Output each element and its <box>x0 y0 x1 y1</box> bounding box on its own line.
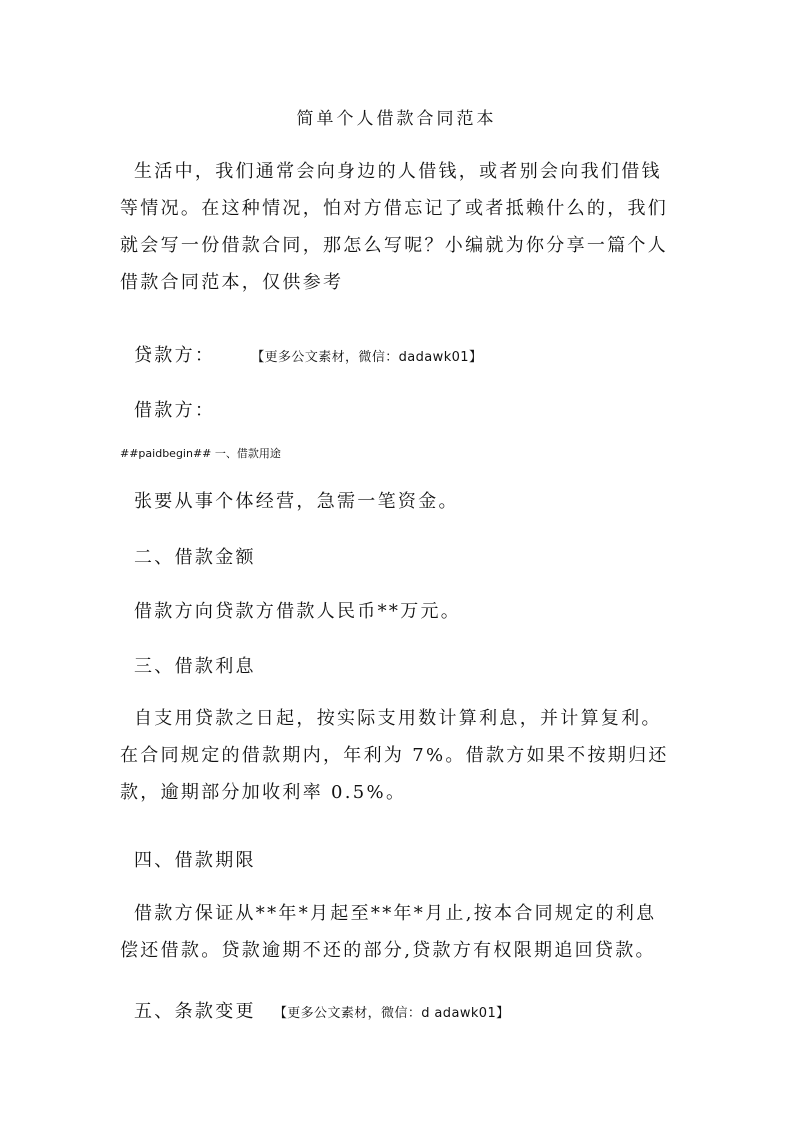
borrower-label: 借款方： <box>134 400 216 421</box>
paid-marker: ##paidbegin## 一、借款用途 <box>120 447 281 460</box>
intro-paragraph: 生活中，我们通常会向身边的人借钱，或者别会向我们借钱等情况。在这种情况，怕对方借忘记了或者抵赖什么的，我们就会写一份借款合同，那怎么写呢？小编就为你分享一篇个人借款合同范本，仅供参考 <box>120 161 669 293</box>
purpose-text: 张要从事个体经营，急需一笔资金。 <box>134 491 459 512</box>
section-3-heading: 三、借款利息 <box>134 656 256 677</box>
section-5-heading: 五、条款变更 <box>134 1001 256 1022</box>
section-2-text: 借款方向贷款方借款人民币**万元。 <box>134 601 462 622</box>
section-4-text: 借款方保证从**年*月起至**年*月止,按本合同规定的利息偿还借款。贷款逾期不还的部分,贷款方有权限期追回贷款。 <box>120 903 657 961</box>
section-2-heading: 二、借款金额 <box>134 547 256 568</box>
document-title: 简单个人借款合同范本 <box>296 109 497 129</box>
section-5-line <box>134 997 510 1023</box>
section-3-text: 自支用贷款之日起，按实际支用数计算利息，并计算复利。在合同规定的借款期内，年利为 7%。借款方如果不按期归还款，逾期部分加收利率 0.5%。 <box>120 708 669 803</box>
promo-text-1: 【更多公文素材，微信：dadawk01】 <box>251 350 483 365</box>
promo-text-2: 【更多公文素材，微信：d adawk01】 <box>273 1006 510 1021</box>
lender-line <box>134 341 482 367</box>
section-4-heading: 四、借款期限 <box>134 850 256 871</box>
lender-label: 贷款方： <box>134 345 216 366</box>
